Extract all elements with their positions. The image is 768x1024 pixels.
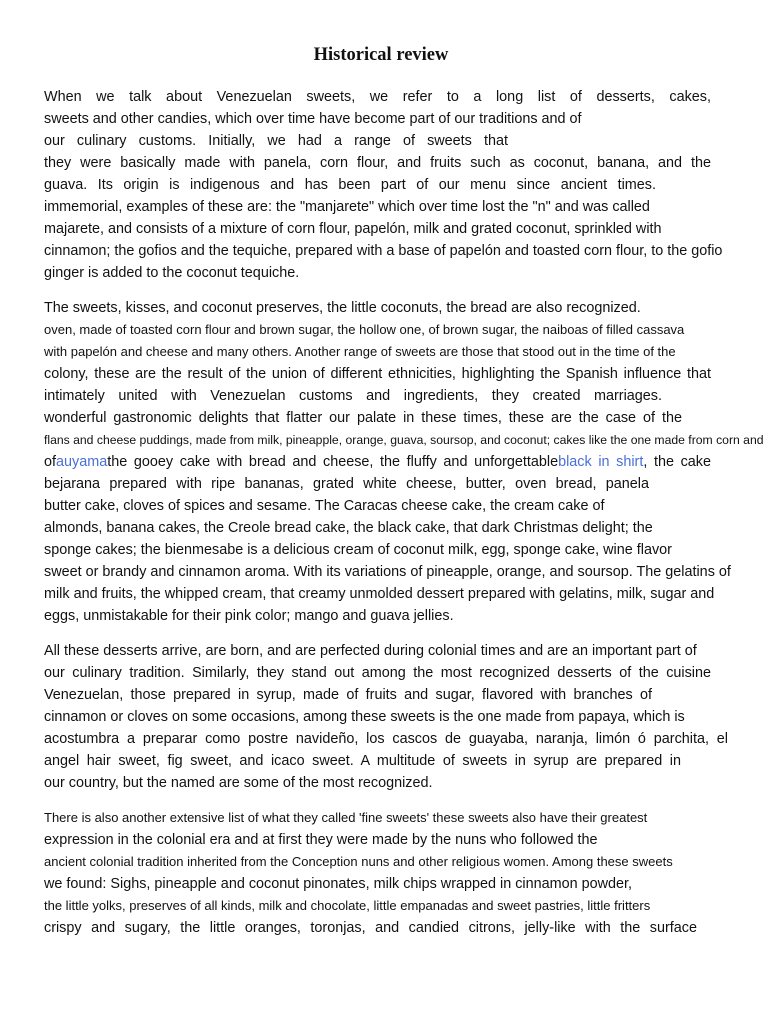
text-line: All these desserts arrive, are born, and are perfected during colonial times and are an important part of: [44, 643, 697, 659]
text-segment: of: [44, 454, 57, 470]
text-segment: the gooey cake with bread and cheese, the fluffy and unforgettable: [107, 454, 559, 470]
text-line: bejarana prepared with ripe bananas, grated white cheese, butter, oven bread, panela: [44, 476, 649, 492]
page-title: Historical review: [313, 45, 449, 65]
text-line: intimately united with Venezuelan customs and ingredients, they created marriages.: [44, 388, 662, 404]
text-line: ginger is added to the coconut tequiche.: [44, 265, 300, 281]
text-segment: , the cake: [643, 454, 712, 470]
text-line: eggs, unmistakable for their pink color; mango and guava jellies.: [44, 608, 454, 624]
text-line: colony, these are the result of the union of different ethnicities, highlighting the Spanish influence that: [44, 366, 711, 382]
text-line: with papelón and cheese and many others. Another range of sweets are those that stood out in the time of the: [44, 344, 676, 359]
text-line: The sweets, kisses, and coconut preserves, the little coconuts, the bread are also recognized.: [44, 300, 641, 316]
text-line: our culinary tradition. Similarly, they stand out among the most recognized desserts of the cuisine: [44, 665, 711, 681]
black-in-shirt-link[interactable]: black in shirt: [558, 454, 644, 470]
text-line: cinnamon; the gofios and the tequiche, prepared with a base of papelón and toasted corn flour, to the gofio: [44, 243, 723, 259]
text-line: acostumbra a preparar como postre navideño, los cascos de guayaba, naranja, limón ó parchita, el: [44, 731, 728, 747]
text-line: crispy and sugary, the little oranges, toronjas, and candied citrons, jelly-like with the surface: [44, 920, 697, 936]
text-line: immemorial, examples of these are: the "manjarete" which over time lost the "n" and was called: [44, 199, 650, 215]
text-line: almonds, banana cakes, the Creole bread cake, the black cake, that dark Christmas delight; the: [44, 520, 653, 536]
text-line: majarete, and consists of a mixture of corn flour, papelón, milk and grated coconut, sprinkled with: [44, 221, 662, 237]
text-line: expression in the colonial era and at first they were made by the nuns who followed the: [44, 832, 598, 848]
text-line: flans and cheese puddings, made from milk, pineapple, orange, guava, soursop, and coconut; cakes like the one made from corn and: [44, 433, 764, 447]
text-line: sweets and other candies, which over time have become part of our traditions and of: [44, 111, 582, 127]
text-line: sponge cakes; the bienmesabe is a delicious cream of coconut milk, egg, sponge cake, wine flavor: [44, 542, 672, 558]
text-line: [44, 451, 711, 473]
text-line: Venezuelan, those prepared in syrup, made of fruits and sugar, flavored with branches of: [44, 687, 652, 703]
text-line: oven, made of toasted corn flour and brown sugar, the hollow one, of brown sugar, the naiboas of filled cassava: [44, 322, 685, 337]
text-line: we found: Sighs, pineapple and coconut pinonates, milk chips wrapped in cinnamon powder,: [44, 876, 632, 892]
text-line: milk and fruits, the whipped cream, that creamy unmolded dessert prepared with gelatins, milk, sugar and: [44, 586, 715, 602]
text-line: they were basically made with panela, corn flour, and fruits such as coconut, banana, and the: [44, 155, 711, 171]
text-line: guava. Its origin is indigenous and has been part of our menu since ancient times.: [44, 177, 656, 193]
text-line: wonderful gastronomic delights that flatter our palate in these times, these are the case of the: [44, 410, 682, 426]
text-line: cinnamon or cloves on some occasions, among these sweets is the one made from papaya, which is: [44, 709, 685, 725]
text-line: our country, but the named are some of the most recognized.: [44, 775, 433, 791]
text-line: our culinary customs. Initially, we had a range of sweets that: [44, 133, 508, 149]
text-line: butter cake, cloves of spices and sesame. The Caracas cheese cake, the cream cake of: [44, 498, 605, 514]
text-line: angel hair sweet, fig sweet, and icaco sweet. A multitude of sweets in syrup are prepared in: [44, 753, 681, 769]
text-line: sweet or brandy and cinnamon aroma. With its variations of pineapple, orange, and soursop. The gelatins of: [44, 564, 731, 580]
text-line: When we talk about Venezuelan sweets, we refer to a long list of desserts, cakes,: [44, 89, 711, 105]
text-line: ancient colonial tradition inherited from the Conception nuns and other religious women. Among these sweets: [44, 854, 673, 869]
text-line: There is also another extensive list of what they called 'fine sweets' these sweets also have their greatest: [44, 810, 648, 825]
text-line: the little yolks, preserves of all kinds, milk and chocolate, little empanadas and sweet pastries, little fritters: [44, 898, 651, 913]
auyama-link[interactable]: auyama: [56, 454, 108, 470]
